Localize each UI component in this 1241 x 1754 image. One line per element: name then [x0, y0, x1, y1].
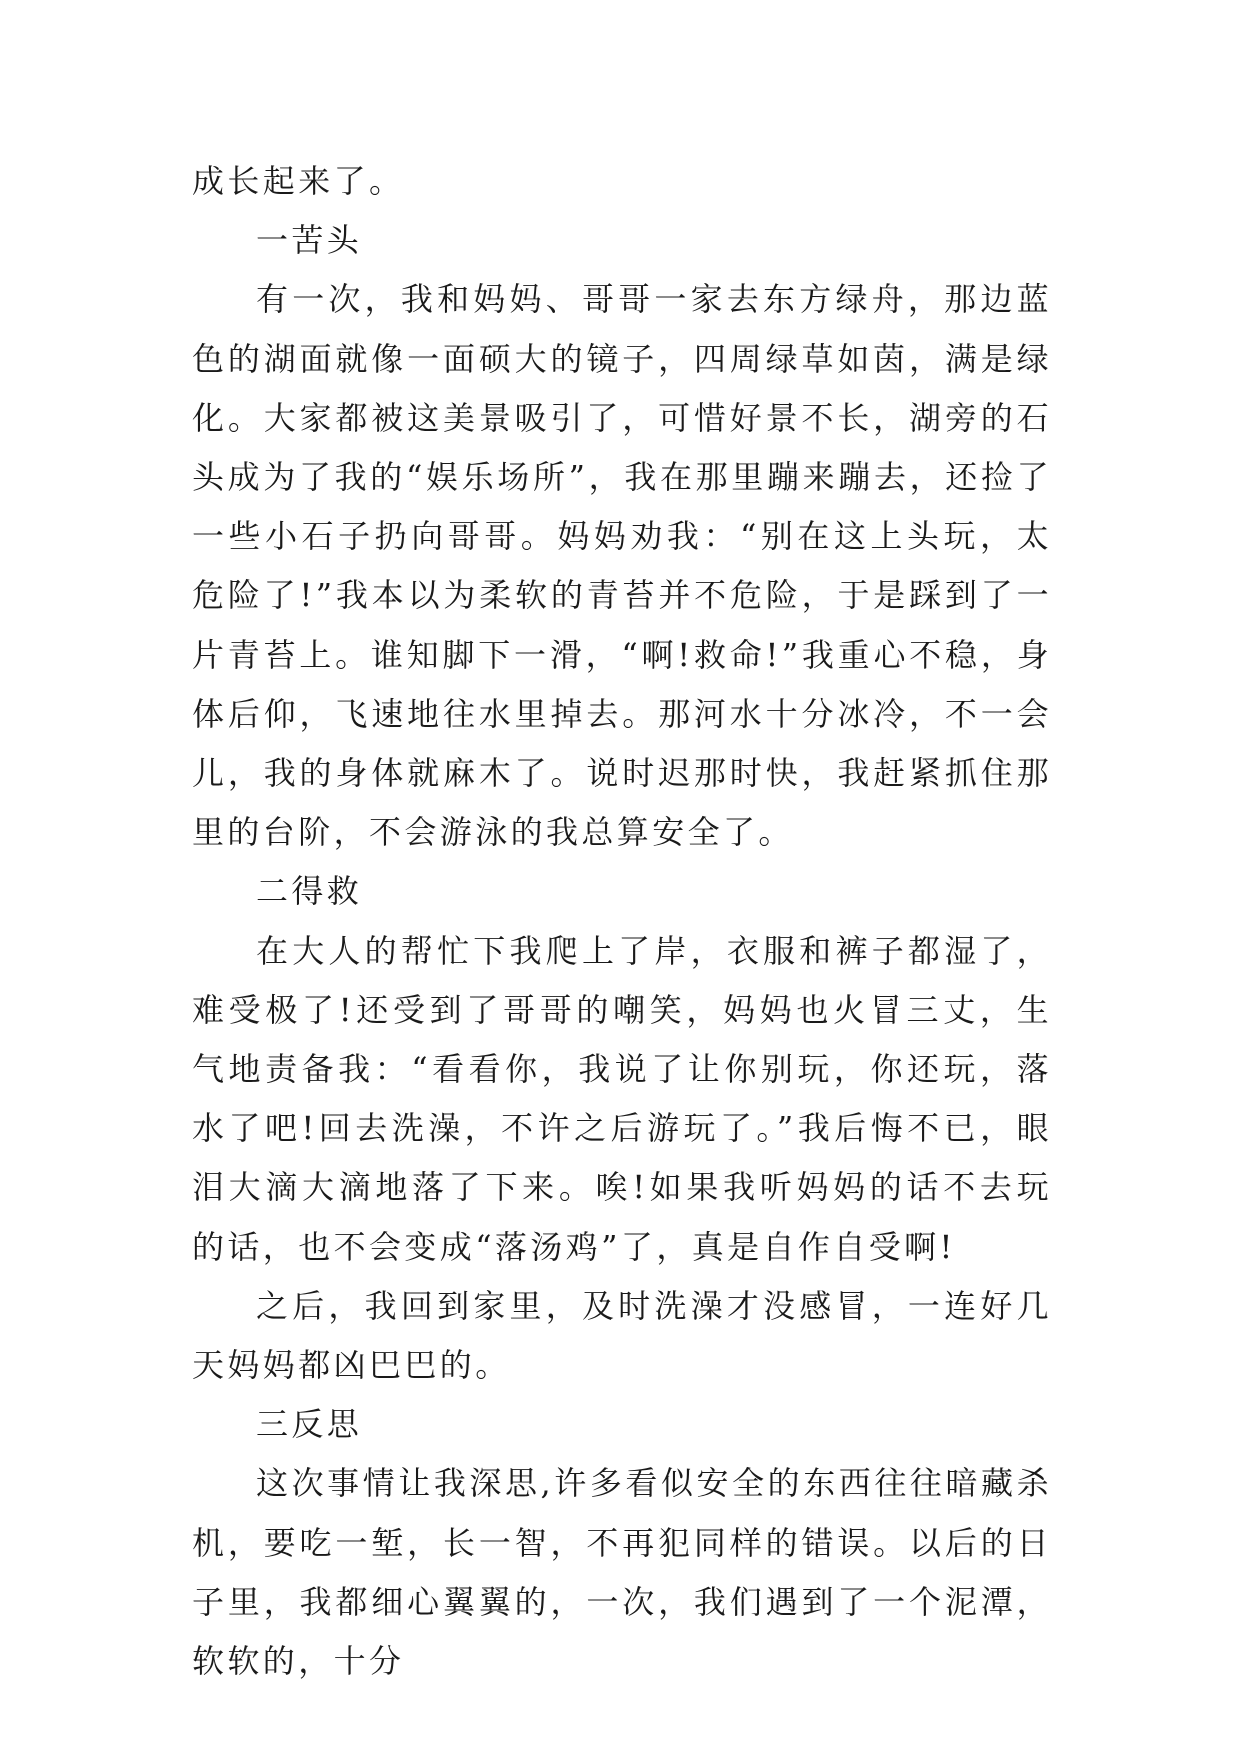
- document-body: [192, 152, 1052, 1691]
- paragraph: 这次事情让我深思,许多看似安全的东西往往暗藏杀机，要吃一堑，长一智，不再犯同样的错误。以后的日子里，我都细心翼翼的，一次，我们遇到了一个泥潭，软软的，十分: [192, 1464, 1052, 1681]
- section-heading-2: 二得救: [256, 872, 363, 911]
- paragraph: 在大人的帮忙下我爬上了岸，衣服和裤子都湿了，难受极了!还受到了哥哥的嘲笑，妈妈也火冒三丈，生气地责备我：“看看你，我说了让你别玩，你还玩，落水了吧!回去洗澡，不许之后游玩了。”我后悔不已，眼泪大滴大滴地落了下来。唉!如果我听妈妈的话不去玩的话，也不会变成“落汤鸡”了，真是自作自受啊!: [192, 931, 1052, 1266]
- paragraph: 有一次，我和妈妈、哥哥一家去东方绿舟，那边蓝色的湖面就像一面硕大的镜子，四周绿草如茵，满是绿化。大家都被这美景吸引了，可惜好景不长，湖旁的石头成为了我的“娱乐场所”，我在那里蹦来蹦去，还捡了一些小石子扔向哥哥。妈妈劝我：“别在这上头玩，太危险了!”我本以为柔软的青苔并不危险，于是踩到了一片青苔上。谁知脚下一滑，“啊!救命!”我重心不稳，身体后仰，飞速地往水里掉去。那河水十分冰冷，不一会儿，我的身体就麻木了。说时迟那时快，我赶紧抓住那里的台阶，不会游泳的我总算安全了。: [192, 280, 1052, 852]
- paragraph: 之后，我回到家里，及时洗澡才没感冒，一连好几天妈妈都凶巴巴的。: [192, 1286, 1052, 1385]
- section-heading-1: 一苦头: [256, 221, 363, 260]
- section-heading-3: 三反思: [256, 1405, 363, 1444]
- paragraph: 成长起来了。: [192, 162, 405, 200]
